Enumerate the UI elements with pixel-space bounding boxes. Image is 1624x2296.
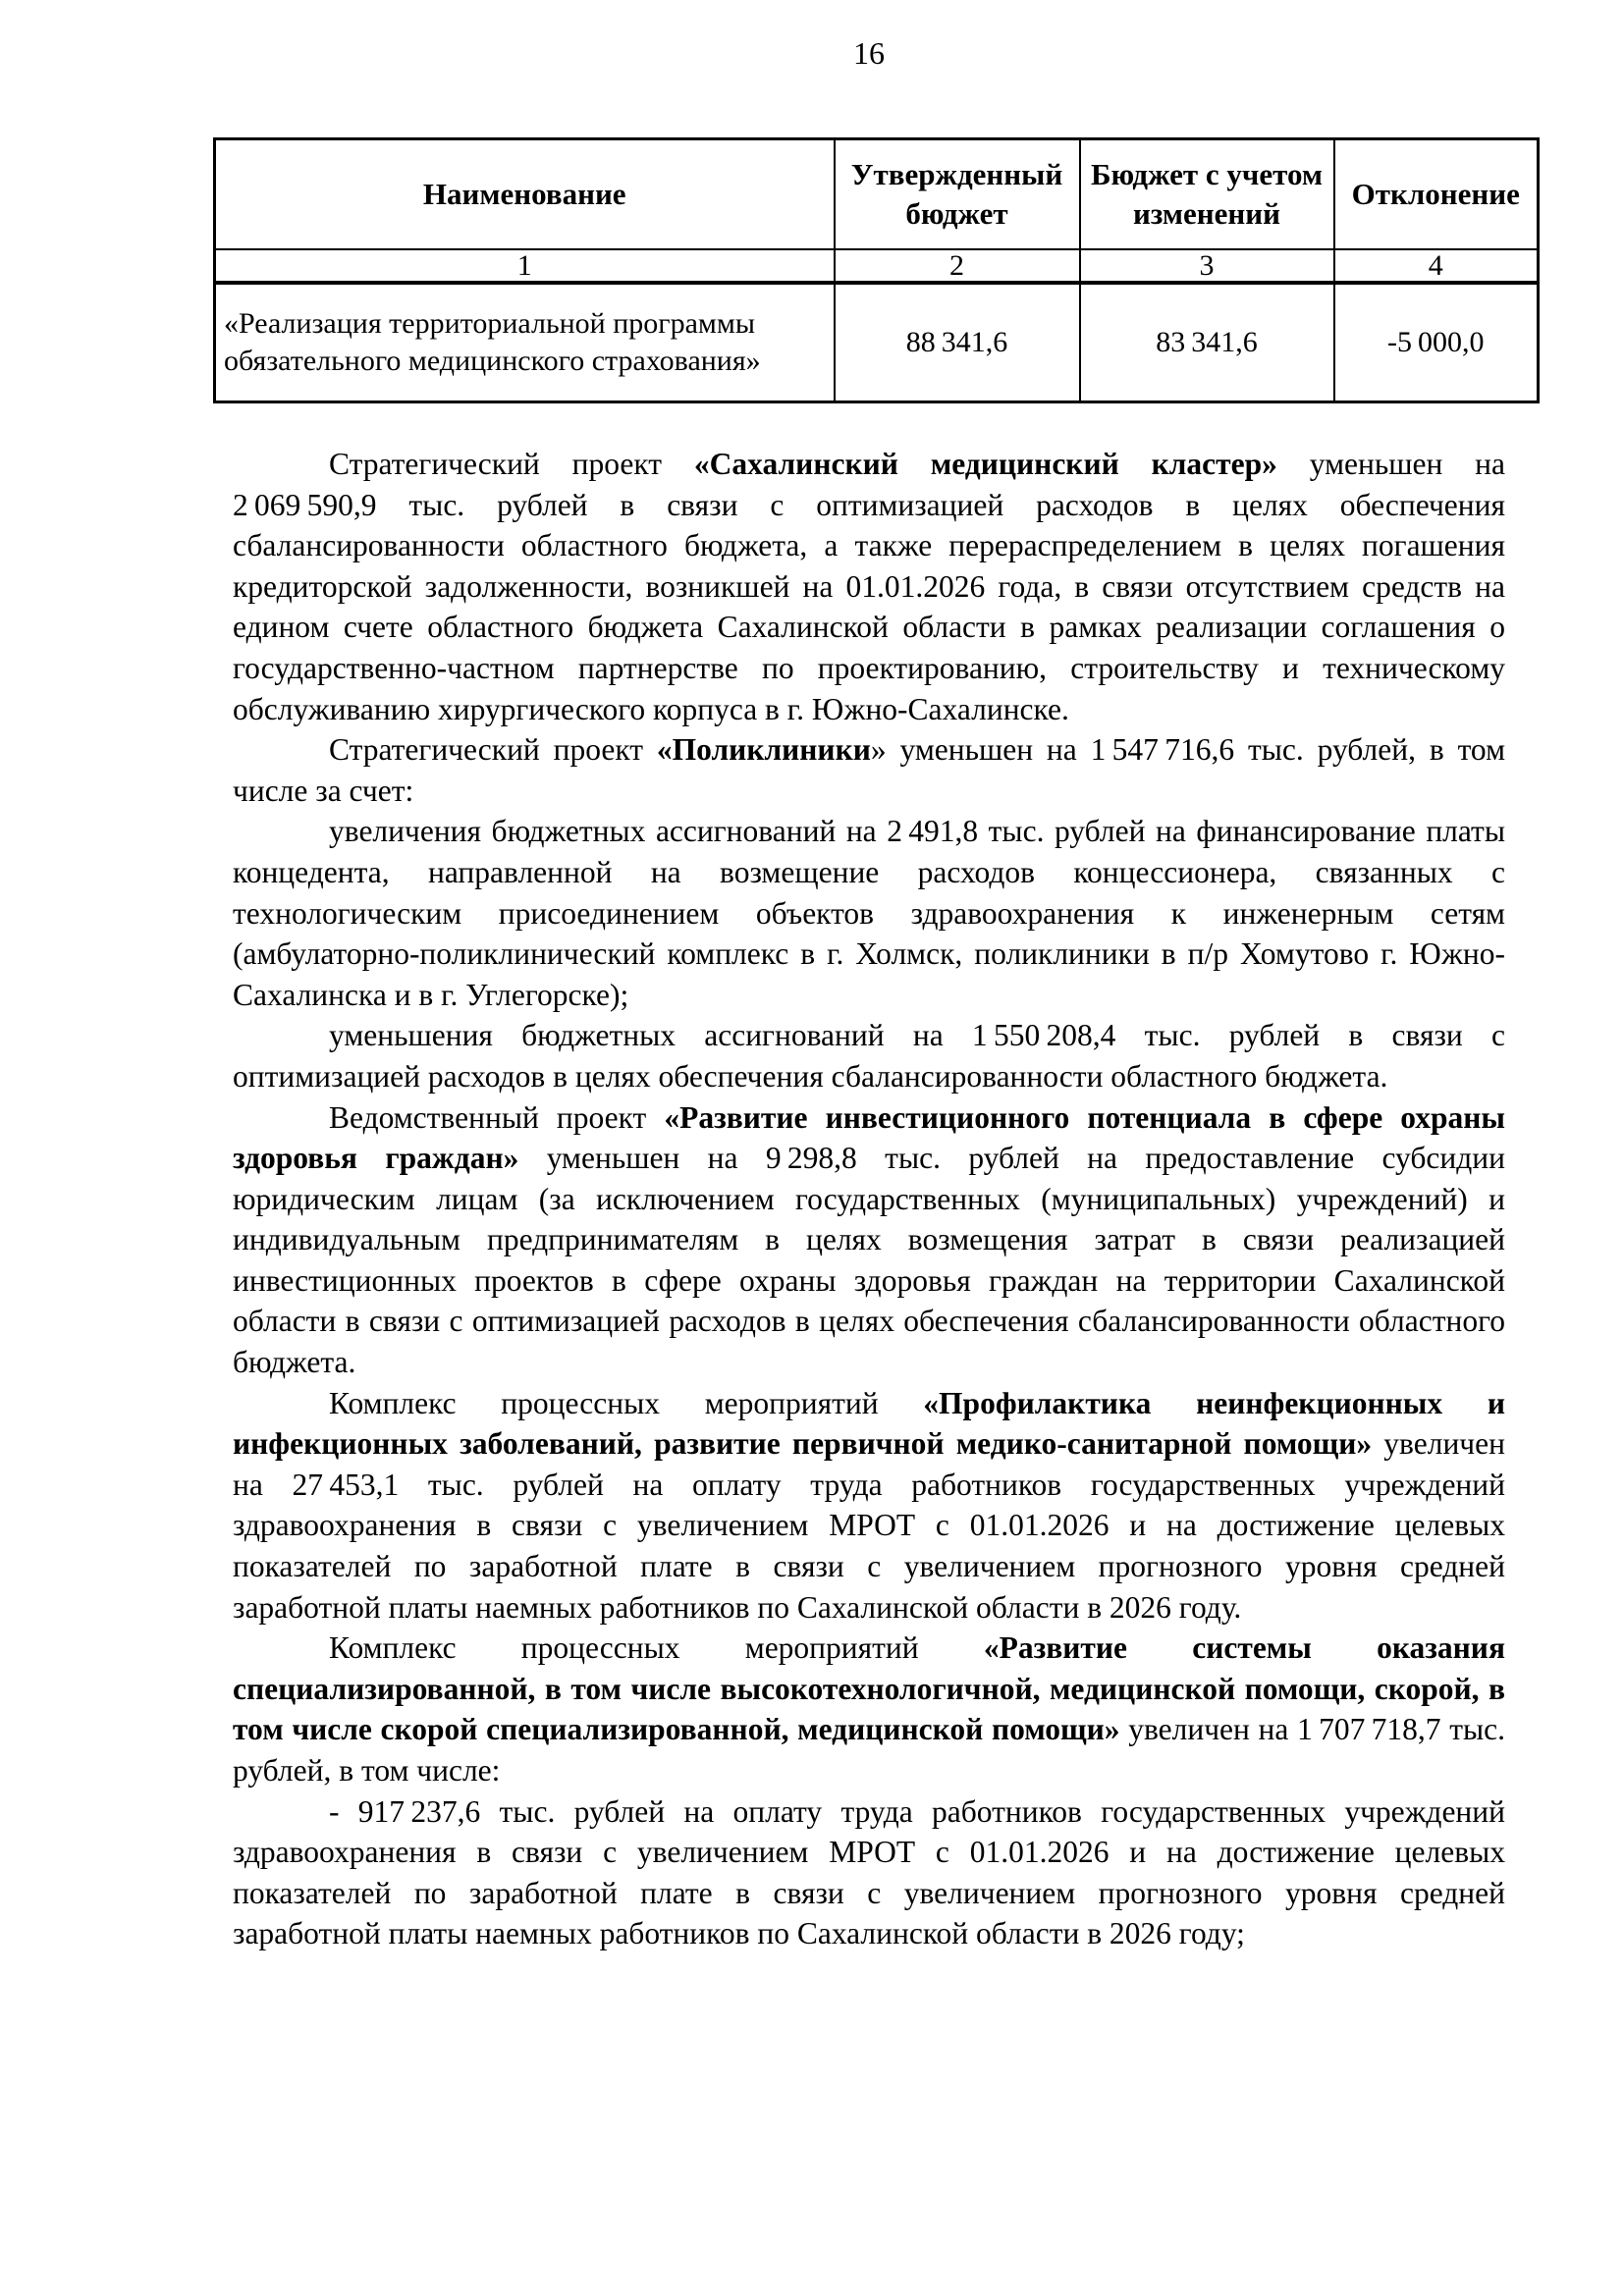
paragraph — [233, 1383, 1505, 1629]
paragraph — [233, 1791, 1505, 1954]
paragraph-text-bold: «Поликлиники — [656, 732, 871, 768]
column-index-4: 4 — [1334, 249, 1539, 283]
cell-budget-with-changes: 83 341,6 — [1080, 283, 1334, 402]
column-index-3: 3 — [1080, 249, 1334, 283]
paragraph-text: увеличен на 1 707 718,7 тыс. рублей, в том числе: — [233, 1712, 1505, 1788]
column-header-name: Наименование — [215, 139, 835, 250]
table-header-row — [215, 139, 1539, 250]
paragraph-text: Комплекс процессных мероприятий — [329, 1630, 984, 1666]
paragraph-text: Ведомственный проект — [329, 1099, 665, 1135]
paragraph-text-bold: «Развитие системы оказания специализированной, в том числе высокотехнологичной, медицинской помощи, скорой, в том числе скорой специализированной, медицинской помощи» — [233, 1630, 1506, 1747]
paragraph — [233, 1628, 1505, 1790]
paragraph-text-bold: «Развитие инвестиционного потенциала в сфере охраны здоровья граждан» — [233, 1099, 1505, 1176]
cell-program-name: «Реализация территориальной программы обязательного медицинского страхования» — [215, 283, 835, 402]
paragraph-text: Комплекс процессных мероприятий — [329, 1385, 924, 1420]
paragraph — [233, 444, 1505, 729]
paragraph-text: увеличения бюджетных ассигнований на 2 491,8 тыс. рублей на финансирование платы концедента, направленной на возмещение расходов концессионера, связанных с технологическим присоединением объектов здравоохранения к инженерным сетям (амбулаторно-поликлинический комплекс в г. Холмск, поликлиники в п/р Хомутово г. Южно-Сахалинска и в г. Углегорске); — [233, 814, 1505, 1012]
column-index-row — [215, 249, 1539, 283]
column-header-budget-with-changes: Бюджет с учетом изменений — [1080, 139, 1334, 250]
paragraph — [233, 811, 1505, 1015]
column-header-deviation: Отклонение — [1334, 139, 1539, 250]
paragraph — [233, 1015, 1505, 1096]
paragraph-text: » уменьшен на 1 547 716,6 тыс. рублей, в том числе за счет: — [233, 732, 1505, 808]
paragraph — [233, 729, 1505, 811]
column-index-1: 1 — [215, 249, 835, 283]
paragraph-text: уменьшен на 2 069 590,9 тыс. рублей в связи с оптимизацией расходов в целях обеспечения сбалансированности областного бюджета, а также перераспределением в целях погашения кредиторской задолженности, возникшей на 01.01.2026 года, в связи отсутствием средств на едином счете областного бюджета Сахалинской области в рамках реализации соглашения о государственно-частном партнерстве по проектированию, строительству и техническому обслуживанию хирургического корпуса в г. Южно-Сахалинске. — [233, 447, 1506, 726]
document-body — [233, 444, 1505, 1954]
paragraph-text-bold: «Профилактика неинфекционных и инфекционных заболеваний, развитие первичной медико-санитарной помощи» — [233, 1385, 1505, 1462]
table-row — [215, 283, 1539, 402]
paragraph-text: уменьшения бюджетных ассигнований на 1 550 208,4 тыс. рублей в связи с оптимизацией расходов в целях обеспечения сбалансированности областного бюджета. — [233, 1018, 1505, 1094]
paragraph — [233, 1097, 1505, 1383]
page-number: 16 — [853, 35, 885, 71]
column-header-approved-budget: Утвержденный бюджет — [835, 139, 1080, 250]
cell-deviation: -5 000,0 — [1334, 283, 1539, 402]
cell-approved-budget: 88 341,6 — [835, 283, 1080, 402]
paragraph-text: - 917 237,6 тыс. рублей на оплату труда работников государственных учреждений здравоохранения в связи с увеличением МРОТ с 01.01.2026 и на достижение целевых показателей по заработной плате в связи с увеличением прогнозного уровня средней заработной платы наемных работников по Сахалинской области в 2026 году; — [233, 1793, 1505, 1951]
paragraph-text: уменьшен на 9 298,8 тыс. рублей на предоставление субсидии юридическим лицам (за исключением государственных (муниципальных) учреждений) и индивидуальным предпринимателям в целях возмещения затрат в связи реализацией инвестиционных проектов в сфере охраны здоровья граждан на территории Сахалинской области в связи с оптимизацией расходов в целях обеспечения сбалансированности областного бюджета. — [233, 1141, 1505, 1380]
column-index-2: 2 — [835, 249, 1080, 283]
paragraph-text-bold: «Сахалинский медицинский кластер» — [693, 447, 1277, 481]
budget-table — [213, 137, 1540, 403]
paragraph-text: Стратегический проект — [329, 447, 694, 481]
paragraph-text: увеличен на 27 453,1 тыс. рублей на оплату труда работников государственных учреждений здравоохранения в связи с увеличением МРОТ с 01.01.2026 и на достижение целевых показателей по заработной плате в связи с увеличением прогнозного уровня средней заработной платы наемных работников по Сахалинской области в 2026 году. — [233, 1426, 1505, 1625]
paragraph-text: Стратегический проект — [329, 732, 657, 768]
